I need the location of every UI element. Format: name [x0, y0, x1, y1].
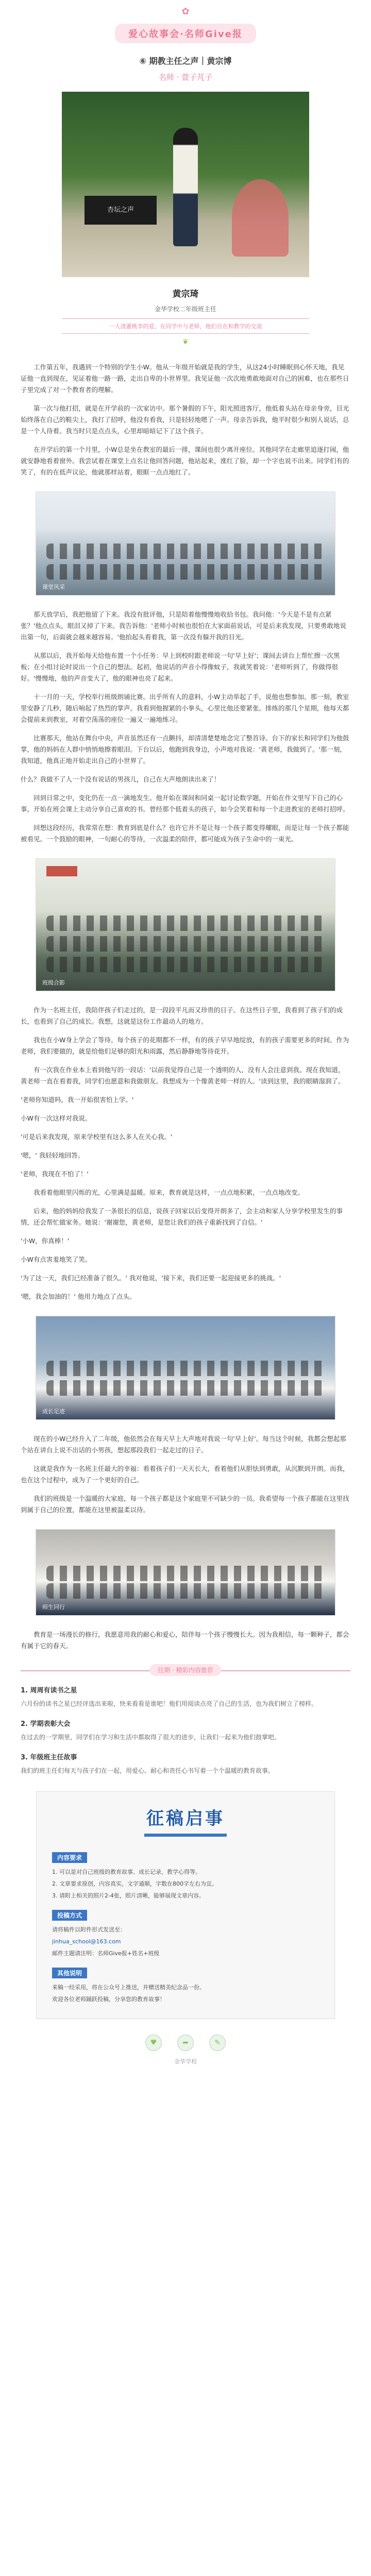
recommendation-item[interactable] [21, 1718, 350, 1742]
poster-line: 邮件主题请注明：名师Give报+姓名+班级 [52, 1950, 160, 1957]
article-body [0, 346, 371, 1652]
paragraph: 我看着他眼里闪烁的光，心里满是温暖。原来，教育就是这样，一点点地积累，一点点地改变。 [33, 1189, 305, 1196]
recommendation-title[interactable]: 2. 学期表彰大会 [21, 1720, 71, 1728]
paragraph: 这就是我作为一名班主任最大的幸福：看着孩子们一天天长大，看着他们从胆怯到勇敢，从沉默到开朗。而我，也在这个过程中，成为了一个更好的自己。 [21, 1465, 349, 1484]
paragraph: 回想这段经历，我常常在想：教育到底是什么？也许它并不是让每一个孩子都变得耀眼，而是让每一个孩子都能被看见。一个鼓励的眼神，一句耐心的等待，一次温柔的陪伴，都可能成为孩子生命中的一束光。 [21, 824, 349, 843]
quote: '嗯，' 我轻轻地回答。 [21, 1151, 85, 1159]
poster-section-heading: 其他说明 [52, 1968, 87, 1978]
paragraph: 后来，他的妈妈给我发了一条很长的信息，说孩子回家以后变得开朗多了，会主动和家人分享学校里发生的事情，还会帮忙做家务。她说：'谢谢您，黄老师，是您让我们的孩子重新找到了自信。' [21, 1207, 343, 1226]
poster-line: 3. 请附上相关的照片2-4张，照片清晰，能够展现文章内容。 [52, 1892, 205, 1899]
class-photo-2 [36, 858, 335, 991]
paragraph: 十一月的一天，学校举行班级朗诵比赛。出乎所有人的意料，小W主动举起了手，说他也想参加。那一刻，教室里安静了几秒，随后响起了热烈的掌声。我看到他握紧的小拳头，心里比他还要紧张。排练的那几个星期，他每天都会提前来到教室，对着空荡荡的座位一遍又一遍地练习。 [21, 693, 349, 723]
action-row [21, 2035, 350, 2051]
header [0, 0, 371, 82]
paragraph: 什么？我做不了人一个没有说话的男孩儿，自己在大声地朗读出来了！ [21, 775, 221, 783]
poster-title: 征稿启事 [146, 1808, 225, 1829]
teacher-role: 金华学校二年级班主任 [154, 306, 216, 313]
paragraph: 我们的班级是一个温暖的大家庭，每一个孩子都是这个家庭里不可缺少的一员。我希望每一个孩子都能在这里找到属于自己的位置，都能在这里被温柔以待。 [21, 1495, 349, 1514]
quote: '小W，你真棒！' [21, 1237, 70, 1245]
quote: 小W有点害羞地笑了笑。 [21, 1256, 92, 1263]
photo-row [46, 936, 325, 952]
photo-caption: 师生同行 [42, 1604, 65, 1611]
quote: '为了这一天，我们已经准备了很久。' 我对他说，'接下来，我们还要一起迎接更多的挑战。' [21, 1274, 281, 1282]
paragraph: 作为一名班主任，我陪伴孩子们走过的，是一段段平凡而又珍贵的日子。在这些日子里，我看到了孩子们的成长，也看到了自己的成长。我想，这就是这份工作最动人的地方。 [21, 1006, 343, 1025]
recommendation-title[interactable]: 1. 周周有读书之星 [21, 1687, 77, 1694]
quote: '老师你知道吗，我一开始很害怕上学。' [21, 1096, 134, 1104]
paragraph: 教育是一场漫长的修行，我愿意用我的耐心和爱心，陪伴每一个孩子慢慢长大。因为我相信，每一颗种子，都会有属于它的春天。 [21, 1631, 349, 1650]
photo-row [46, 957, 325, 972]
photo-row [46, 916, 325, 931]
photo-caption: 成长足迹 [42, 1408, 65, 1415]
paragraph: 那天放学后，我把他留了下来。我没有批评他，只是陪着他慢慢地收拾书包。我问他：'今天是不是有点紧张？'他点点头，眼泪又掉了下来。我告诉他：'老师小时候也很怕在大家面前说话，可是后来我发现，只要勇敢地说出第一句，后面就会越来越容易。'他抬起头看着我，第一次没有躲开我的目光。 [21, 611, 346, 641]
poster-title-bar [144, 1834, 227, 1837]
recommendation-item[interactable] [21, 1752, 350, 1776]
teacher-photo [62, 92, 309, 277]
poster-section-heading: 内容要求 [52, 1852, 87, 1863]
class-photo-4 [36, 1529, 335, 1616]
section-divider [21, 1667, 350, 1674]
recommendation-desc: 我们的班主任们每天与孩子们在一起，用爱心、耐心和责任心书写着一个个温暖的教育故事。 [21, 1767, 275, 1774]
teacher-name: 黄宗琦 [172, 289, 199, 299]
teacher-tagline: 一人浇灌桃李的爱，在同学中与老师，他们自在和教学的交流 [62, 318, 309, 334]
footer [21, 2035, 350, 2078]
leaf-icon: ❦ [182, 338, 189, 346]
paragraph: 比赛那天，他站在舞台中央，声音虽然还有一点颤抖，却清清楚楚地念完了整首诗。台下的家长和同学们为他鼓掌，他的妈妈在人群中悄悄地擦着眼泪。下台以后，他跑到我身边，小声地对我说：'黄老师，我做到了。'那一刻，我知道，他真正地开始走出自己的小世界了。 [21, 734, 349, 765]
share-icon[interactable]: ➦ [177, 2035, 194, 2051]
photo-row [46, 544, 325, 559]
class-photo-1 [36, 492, 335, 596]
paragraph: 有一次我在作业本上看到他写的一段话：'以前我觉得自己是一个透明的人，没有人会注意到我。现在我知道，黄老师一直在看着我，同学们也愿意和我做朋友。我想成为一个像黄老师一样的人。'读到这里，我的眼睛湿润了。 [21, 1066, 345, 1085]
paragraph: 第一次与他打招，就是在开学前的一次家访中。那个暑假的下午，阳光照进客厅，他低着头站在母亲身旁，目光始终落在自己的鞋尖上，我打了招呼，他没有看我，只是轻轻地嗯了一声。母亲告诉我，他平时很少和别人说话，总是一个人待着。我当时只是点点头，心里却暗暗记下了这个孩子。 [21, 404, 349, 435]
like-icon[interactable]: ♥ [145, 2035, 162, 2051]
photo-row [46, 564, 325, 580]
paragraph: 现在的小W已经升入了二年级，他依然会在每天早上大声地对我说一句'早上好'。每当这个时候，我都会想起那个站在讲台上说不出话的小男孩，想起那段我们一起走过的日子。 [21, 1435, 346, 1454]
paragraph: 回到日常之中，变化仍在一点一滴地发生。他开始在课间和同桌一起讨论数学题，开始在作文里写下自己的心事，开始在班会课上主动分享自己喜欢的书。曾经那个低着头的孩子，如今会笑着和每一个走进教室的老师打招呼。 [21, 794, 349, 813]
recommendation-desc: 在过去的一学期里，同学们在学习和生活中都取得了很大的进步，让我们一起来为他们鼓掌吧。 [21, 1734, 281, 1741]
class-photo-3 [36, 1316, 335, 1420]
recommendation-title[interactable]: 3. 年级班主任故事 [21, 1754, 77, 1761]
poster-line: 欢迎各位老师踊跃投稿，分享您的教育故事！ [52, 1996, 165, 2003]
paragraph: 我也在小W身上学会了等待。每个孩子的花期都不一样，有的孩子早早地绽放，有的孩子需要更多的时间。作为老师，我们要做的，就是给他们足够的阳光和雨露，然后静静地等待花开。 [21, 1036, 349, 1055]
divider-label: 往期 · 精彩内容推荐 [149, 1664, 221, 1676]
poster-section-heading: 投稿方式 [52, 1910, 87, 1921]
photo-row [46, 1583, 325, 1599]
series-title: ⑥ 期教主任之声｜黄宗博 [139, 56, 232, 66]
photo-banner [46, 866, 77, 876]
quote: '可是后来我发现，原来学校里有这么多人在关心我。' [21, 1133, 173, 1141]
photo-caption: 课堂风采 [42, 584, 65, 590]
flower-decor [232, 179, 289, 257]
photo-caption: 班级合影 [42, 979, 65, 986]
paragraph: 工作第五年，我遇到一个特别的学生小W。他从一年级开始就是我的学生，从这24小时睡眠到心怀天地，我见证他一直到现在，见证着他一路一路，走出自卑的小世界里。我见证他一次次地勇敢地面对自己的困难，也在那些日子里完成了对一个教育者的理解。 [21, 363, 349, 394]
photo-row [46, 1361, 325, 1376]
photo-row [46, 1380, 325, 1396]
paragraph: 在开学后的第一个月里，小W总是坐在教室的最后一排，课间也很少离开座位。其他同学在走廊里追逐打闹，他就安静地看着窗外。我尝试着在课堂上点名让他回答问题，他站起来，涨红了脸，却一个字也说不出来。同学们有的笑了，有的在低声议论，他就那样站着，眼眶一点点地红了。 [21, 446, 349, 476]
poster-line: 2. 文章要求原创，内容真实，文字通顺，字数在800字左右为宜。 [52, 1880, 217, 1887]
poster-line: 来稿一经采用，将在公众号上推送，并赠送精美纪念品一份。 [52, 1984, 205, 1991]
photo-row [46, 1566, 325, 1581]
poster-line: 1. 可以是对自己班级的教育故事、成长记录、教学心得等。 [52, 1869, 201, 1875]
quote: '嗯，我会加油的！' 他用力地点了点头。 [21, 1293, 136, 1300]
photo-sign: 杏坛之声 [85, 196, 157, 225]
quote: '老师，我现在不怕了！' [21, 1170, 89, 1178]
recommendations [0, 1671, 371, 1776]
submission-email-link[interactable]: jinhua_school@163.com [52, 1938, 121, 1945]
teacher-figure [173, 128, 198, 246]
footer-logo-text: 金华学校 [174, 2058, 197, 2065]
comment-icon[interactable]: ✎ [209, 2035, 226, 2051]
ornament-icon: ✿ [181, 6, 190, 17]
poster-line: 请将稿件以附件形式发送至： [52, 1926, 126, 1933]
paragraph: 从那以后，我开始每天给他布置一个小任务：早上到校时跟老师说一句'早上好'；课间去讲台上帮忙擦一次黑板；在小组讨论时说出一个自己的想法。起初，他说话的声音小得像蚊子，我就笑着说：'老师听到了，你做得很好。'慢慢地，他的声音变大了，他的眼神也亮了起来。 [21, 652, 340, 682]
recommendation-item[interactable] [21, 1685, 350, 1709]
recommendation-desc: 六月份的读书之星已经评选出来啦，快来看看是谁吧！他们用阅读点亮了自己的生活，也为我们树立了榜样。 [21, 1700, 318, 1707]
header-banner: 爱心故事会·名师Give报 [115, 24, 256, 43]
call-for-papers-poster [36, 1791, 335, 2019]
quote: 小W有一次这样对我说。 [21, 1114, 92, 1122]
series-label: 名师 · 萱子芃子 [158, 73, 213, 82]
